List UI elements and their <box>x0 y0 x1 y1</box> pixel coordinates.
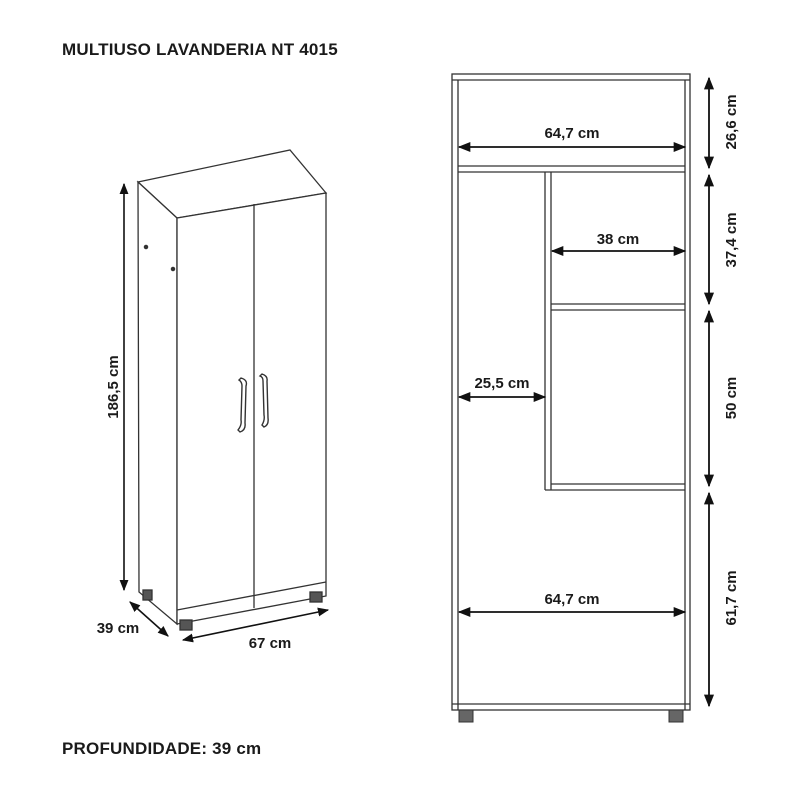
cabinet-front-face <box>177 193 326 624</box>
front-foot-right <box>669 710 683 722</box>
depth-footer: PROFUNDIDADE: 39 cm <box>62 739 262 758</box>
side-hole <box>171 267 174 270</box>
cabinet-side-face <box>138 182 177 624</box>
column-width-label: 25,5 cm <box>474 375 530 392</box>
cabinet-perspective <box>138 150 326 630</box>
height-label: 186,5 cm <box>105 355 122 419</box>
side-hole <box>144 245 147 248</box>
outer-frame <box>452 74 690 710</box>
shelf-width-label: 38 cm <box>596 231 640 248</box>
width-label: 67 cm <box>248 635 292 652</box>
cabinet-foot <box>143 590 152 600</box>
depth-label: 39 cm <box>96 620 140 637</box>
cabinet-front-elevation <box>452 74 690 710</box>
front-foot-left <box>459 710 473 722</box>
top-height-label: 26,6 cm <box>723 94 740 150</box>
bottom-height-label: 61,7 cm <box>723 570 740 626</box>
upper-shelf-height-label: 37,4 cm <box>723 212 740 268</box>
product-title: MULTIUSO LAVANDERIA NT 4015 <box>62 40 338 59</box>
cabinet-foot <box>180 620 192 630</box>
middle-shelf-height-label: 50 cm <box>723 376 740 420</box>
cabinet-foot <box>310 592 322 602</box>
top-width-label: 64,7 cm <box>544 125 600 142</box>
bottom-width-label: 64,7 cm <box>544 591 600 608</box>
